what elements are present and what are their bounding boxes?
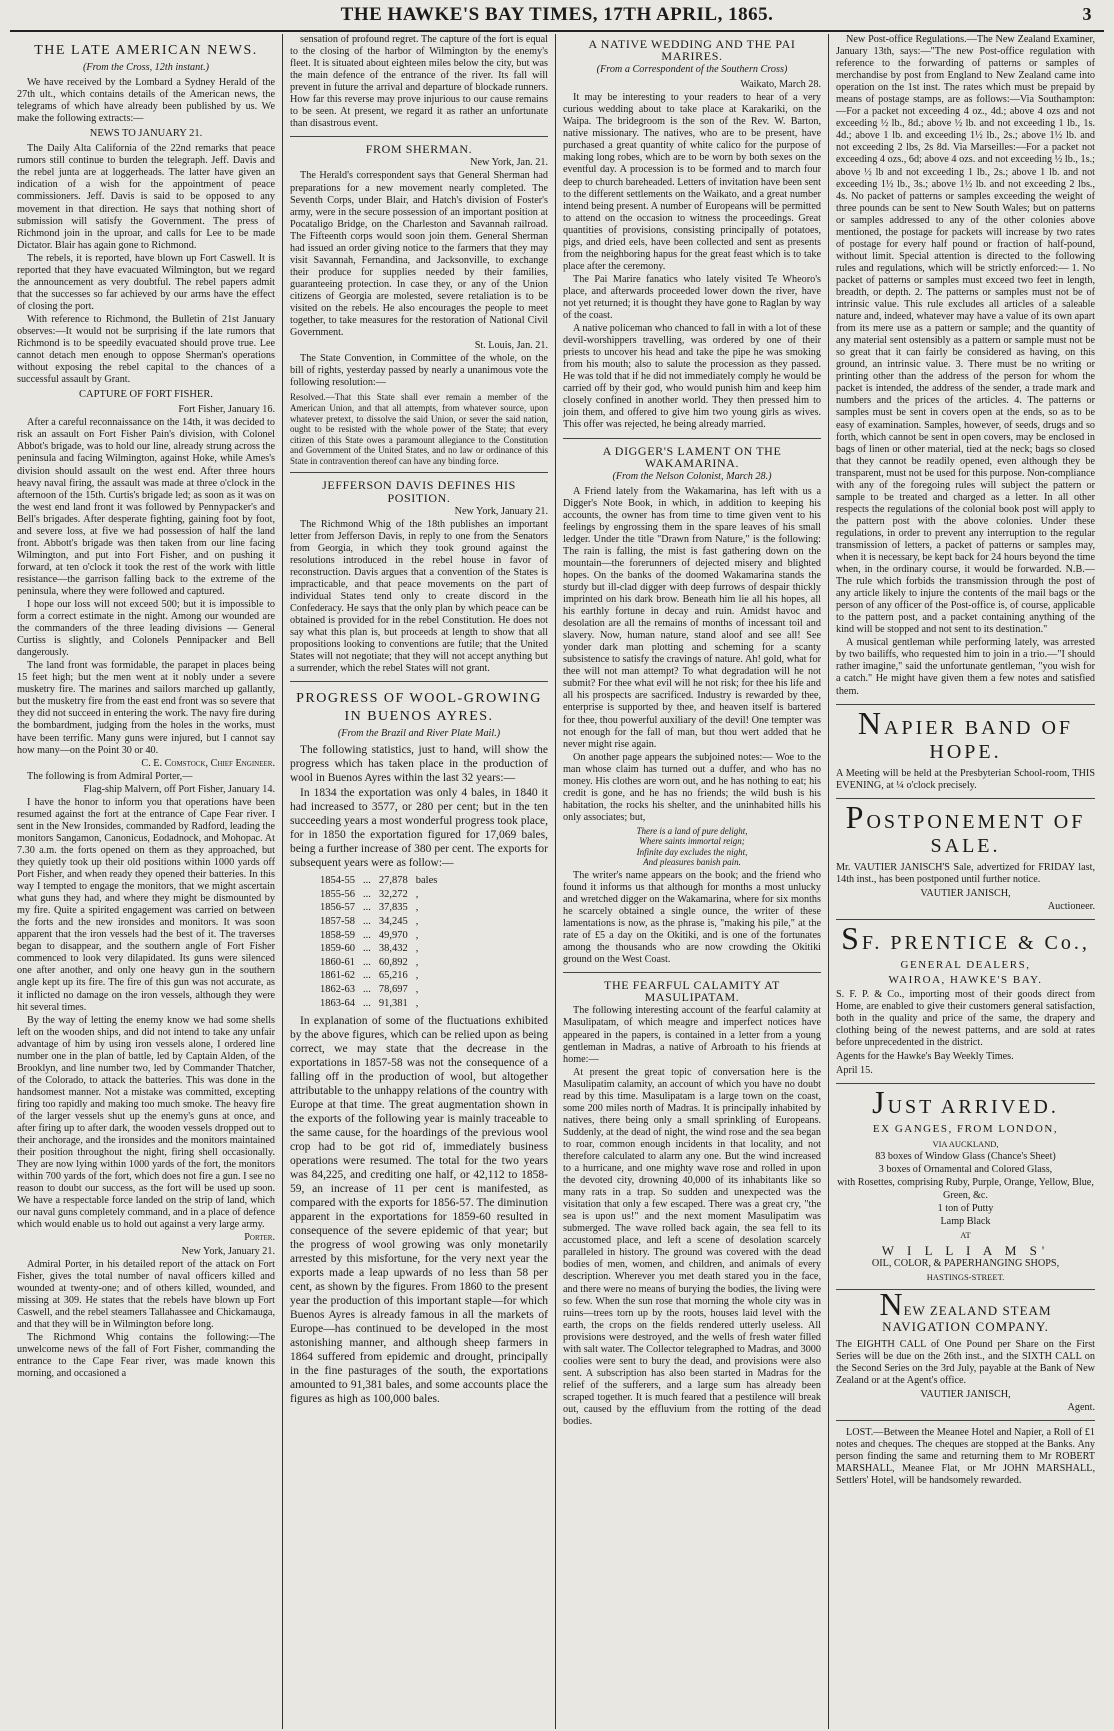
wool-row [320, 969, 445, 983]
paragraph: A musical gentleman while performing lately, was arrested by two bailiffs, who requested him to join in a trio.—"I should rather imagine," said the unfortunate gentleman, "you wish for a catch." He might have given them a few notes and satisfied them. [836, 637, 1095, 697]
dateline: Flag-ship Malvern, off Port Fisher, January 14. [83, 783, 275, 795]
ad-heading-text: UST ARRIVED. [887, 1096, 1059, 1119]
leader-dots: ... [363, 875, 371, 887]
dateline: New York, Jan. 21. [470, 157, 548, 169]
postal-notice: New Post-office Regulations.—The New Zealand Examiner, January 13th, says:—"The new Post-office regulation with reference to the forwarding of patterns or samples of merchandise by post from England to New Zealand came into operation on the 1st inst. The rates which must be prepaid by means of postage stamps, are as follows:—Via Southampton:—For a packet not exceeding 4 oz., 4d.; above 4 ozs and not exceeding ½ lb., 8d.; above ½ lb. and not exceeding 1 lb., 1s. 4d.; above 1 lb. and exceeding 1½ lb., 2s.; above 1½ lb. and not exceeding 2 lbs, 2s 8d. Via Marseilles:—For a packet not exceeding 4 ozs., 6d; above 4 ozs. and not exceeding ½ lb., 1s.; above ½ lb and not exceeding 1 lb., 2s.; above 1 lb. and not exceeding 1½ lb., 3s.; above 1½ lb. and not exceeding 2 lbs., 4s. No packet of patterns or samples exceeding the weight of three pounds can be sent to New South Wales; but on patterns or samples addressed to any of the other colonies above mentioned, the postage for packets will increase by two rates of postage for every half pound or fraction of half-pound, without limit. Special attention is directed to the following rules and regulations, which will be strictly enforced:— 1. No packet of patterns or samples must exceed two feet in length, breadth, or depth. 2. The patterns or samples must not be of intrinsic value. This rule excludes all articles of a saleable nature and, indeed, whatever may have a value of its own apart from its mere use as a pattern or sample; and the quantity of any material sent ostensibly as a pattern or sample must not be so great that it can fairly be considered as having, on this ground, an intrinsic value. 3. There must be no writing or printing other than the address of the person for whom the packet is intended, the address of the sender, a trade mark and numbers and the prices of the articles. 4. The patterns or samples must be sent in covers open at the ends, so as to be easy of examination. Samples, however, of seeds, drugs and so forth, which cannot be sent in open covers, may be enclosed in bags of linen or other material, tied at the neck; bags so closed that they cannot be readily opened, even although they be transparent, must not be used for this purpose. Non-compliance with any of the foregoing rules will subject the pattern or sample to be treated and charged as a letter. In all other respects the regulations of the colonial book post will apply to the pattern post with the above colonies. Under these regulations, in order to prevent any interruption to the regular transmission of letters, a packet of patterns or samples may, when it is necessary, be kept back for 24 hours beyond the time when, in the ordinary course, it would be forwarded. N.B.—The rule which forbids the transmission through the post of any article likely to injure the contents of the mail bags or the person of any officer of the Post-office is, of course, applicable to the pattern post, and a packet containing anything of the kind will be stopped and not sent to its destination." [836, 34, 1095, 636]
ad-heading-text: F. PRENTICE & Co., [861, 931, 1090, 954]
ad-heading [836, 798, 1095, 858]
wool-bales: 32,272 [378, 888, 408, 900]
paragraph: The writer's name appears on the book; and the friend who found it informs us that although for months a most unlucky and wretched digger on the Wakamarina, where for six months he scarcely obtained a single ounce, the writer of these lamentations is now, as the phrase is, "making his pile," at the rate of £5 a day on the Okitiki, and is one of the fortunates among the thousands who are now crowding the Okitiki ground on the West Coast. [563, 869, 821, 966]
wool-row [320, 956, 445, 970]
leader-dots: ... [363, 902, 371, 914]
advertisement-steam-navigation [836, 1285, 1095, 1414]
wool-row [320, 983, 445, 997]
leader-dots: ... [363, 997, 371, 1009]
paragraph: The following is from Admiral Porter,— [27, 770, 193, 782]
page-number: 3 [1082, 4, 1092, 24]
signature: Porter. [244, 1232, 275, 1244]
wool-year: 1857-58 [320, 916, 355, 928]
paragraph: The State Convention, in Committee of the whole, on the bill of rights, yesterday passed by nearly a unanimous vote the following resolution:— [290, 353, 548, 389]
lost-notice: LOST.—Between the Meanee Hotel and Napier, a Roll of £1 notes and cheques. The cheques are stopped at the Banks. Any person finding the same and returning them to Mr ROBERT MARSHALL, Meanee Flat, or Mr JOHN MARSHALL, Settlers' Hotel, will be handsomely rewarded. [836, 1427, 1095, 1487]
wool-year: 1856-57 [320, 902, 355, 914]
divider [836, 798, 1095, 799]
paragraph: The Richmond Whig of the 18th publishes an important letter from Jefferson Davis, in reply to one from the Senators from Georgia, in which they took ground against the resolutions introduced in the rebel house in favor of reconstruction. Davis argues that a convention of the States is impracticable, and that peace movements on the part of individual States tend only to create discord in the Confederacy. He says that the only plan by which peace can be obtained is provided for in the rebel Constitution. He does not say what this plan is, but proceeds at length to show that all propositions looking to conventions are futile; that the United States will not negotiate; that they will not accept anything but a surrender, which the rebel States will not grant. [290, 518, 548, 675]
divider [836, 919, 1095, 920]
leader-dots: ... [363, 984, 371, 996]
wool-bales: 60,892 [378, 956, 408, 968]
ad-signature: VAUTIER JANISCH, [920, 1389, 1011, 1401]
paragraph: In 1834 the exportation was only 4 bales, in 1840 it had increased to 3577, or 280 per cent; but in the ten succeeding years a most wonderful progress took place, for in 1850 the exportation figured for 17,069 bales, being a further increase of 380 per cent. The exports for subsequent years were as follow:— [290, 787, 548, 870]
paragraph: The Richmond Whig contains the following:—The unwelcome news of the fall of Fort Fisher, commanding the entrance to the Cape Fear river, was made known this morning, and occasioned a [17, 1331, 275, 1379]
article-source: (From the Brazil and River Plate Mail.) [337, 728, 501, 740]
ad-text: S. F. P. & Co., importing most of their goods direct from Home, are enabled to give their customers general satisfaction, both in the quality and price of the same, the drapery and clothing being of the newest patterns, and are sold at rates before unprecedented in the district. [836, 988, 1095, 1049]
ad-item: 83 boxes of Window Glass (Chance's Sheet) [875, 1151, 1056, 1163]
ad-text: A Meeting will be held at the Presbyterian School-room, THIS EVENING, at ¼ o'clock precisely. [836, 767, 1095, 791]
paragraph: In explanation of some of the fluctuations exhibited by the above figures, which can be relied upon as being correct, we may state that the decrease in the exportations in 1857-58 was not the consequence of a falling off in the production of wool, but altogether attributable to the unhappy relations of the country with Europe at that time. The great augmentation shown in the exports of the following year is mainly traceable to the same cause, for the hoardings of the previous wool crop had to be got rid of, immediately business operations were resumed. The total for the two years was 84,225, and crediting one half, or 42,112 to 1858-59, an increase of 11 per cent is manifested, as compared with the exports for 1856-57. The diminution apparent in the exportations for 1859-60 resulted in consequence of the severe epidemic of that year; but the progress of wool growing was only monetarily arrested by this misfortune, for the very next year the exports made a leap upwards of no less than 58 per cent, as shown by the figures. From 1860 to the present year the production of this important staple—for which Buenos Ayres is already famous in all the markets of Europe—has continued to be developed in the most astonishing manner, and although sheep farmers in 1864 suffered from epidemic and drought, principally in the fine pasturages of the south, the exportations amounted to 91,381 bales, and some accounts place the figures as high as 100,000 bales. [290, 1015, 548, 1406]
leader-dots: ... [363, 943, 371, 955]
column-4 [829, 34, 1102, 1729]
ad-heading-text: EW ZEALAND STEAM NAVIGATION COMPANY. [882, 1302, 1052, 1334]
paragraph: We have received by the Lombard a Sydney Herald of the 27th ult., which contains details of the American news, the telegrams of which have already been published by us. We make the following extracts:— [17, 77, 275, 125]
article-heading: JEFFERSON DAVIS DEFINES HIS POSITION. [322, 478, 516, 505]
divider [290, 136, 548, 137]
paragraph: The Herald's correspondent says that General Sherman had preparations for a new movement nearly completed. The Seventh Corps, under Blair, and Hatch's division of Foster's army, were in the secure possession of an important position at Pocataligo Bridge, on the Charleston and Savannah railroad. The Fifteenth corps would soon join them. General Sherman had issued an order giving notice to the farmers that they may visit Savannah, Fernandina, and Jacksonville, to exchange their produce for supplies needed by their families, guaranteeing protection. In case they, or any of the Union citizens of Georgia are molested, severe retaliation is to be visited on the rebels. He also encourages the people to meet together, to take measures for the restoration of National Civil Government. [290, 170, 548, 339]
wool-row [320, 901, 445, 915]
wool-bales: 91,381 [378, 997, 408, 1009]
leader-dots: ... [363, 929, 371, 941]
wool-year: 1858-59 [320, 929, 355, 941]
article-heading: THE LATE AMERICAN NEWS. [34, 43, 258, 58]
paragraph: A native policeman who chanced to fall in with a lot of these devil-worshippers travelling, was ordered by one of their priests to uncover his head and take the pipe he was smoking from his mouth; also to salute the procession as they passed. He was told that if he did not immediately comply he would be carried off by their god, who would punish him and keep him closely confined in another world. They then pressed him to join them, and offered to give him two young girls as wives. This offer was rejected, he being already married. [563, 323, 821, 431]
ad-item: 3 boxes of Ornamental and Colored Glass, [878, 1164, 1053, 1176]
ad-via: VIA AUCKLAND, [932, 1139, 999, 1150]
wool-bales: 49,970 [378, 929, 408, 941]
wool-bales: 78,697 [378, 984, 408, 996]
wool-year: 1863-64 [320, 997, 355, 1009]
verse-line: And pleasures banish pain. [643, 857, 741, 868]
signature: C. E. Comstock, Chief Engineer. [141, 757, 275, 769]
wool-unit: , [415, 916, 419, 928]
column-2 [283, 34, 556, 1729]
ad-dropcap: J [872, 1084, 888, 1121]
wool-row [320, 942, 445, 956]
dateline: Fort Fisher, January 16. [178, 404, 275, 416]
ad-signature: VAUTIER JANISCH, [920, 887, 1011, 899]
wool-unit: , [415, 888, 419, 900]
wool-year: 1860-61 [320, 956, 355, 968]
dateline: St. Louis, Jan. 21. [474, 340, 548, 352]
divider [836, 1420, 1095, 1421]
wool-unit: , [415, 984, 419, 996]
leader-dots: ... [363, 956, 371, 968]
dateline: New York, January 21. [181, 1245, 275, 1257]
paragraph: The Daily Alta California of the 22nd remarks that peace rumors still continue to burden the telegraph. Jeff. Davis and the rebel junta are at loggerheads. The latter have given an indication of a wish for the appointment of peace commissioners. Jeff. Davis is said to be opposed to any movement in that direction. He says that nothing short of submission will satisfy the Government. The press of Richmond join in the uproar, and calls for Lee to be made Dictator. Blair has again gone to Richmond. [17, 143, 275, 251]
wool-unit: , [415, 943, 419, 955]
leader-dots: ... [363, 888, 371, 900]
divider [836, 1289, 1095, 1290]
article-heading: THE FEARFUL CALAMITY AT MASULIPATAM. [604, 978, 780, 1005]
article-heading: A NATIVE WEDDING AND THE PAI MARIRES. [588, 37, 796, 64]
paragraph: With reference to Richmond, the Bulletin of 21st January observes:—It would not be surprising if the late rumors that Richmond is to be speedily evacuated should prove true. Lee cannot detach men enough to oppose Sherman's operations without exposing the rebel capital to the chances of a successful assault by Grant. [17, 313, 275, 386]
paragraph: A Friend lately from the Wakamarina, has left with us a Digger's Note Book, in which, in addition to keeping his accounts, the owner has from time to time given vent to his feelings by engrossing them in the spare leaves of his small ledger. Under the title "Drawn from Nature," is the following: The rain is falling, the mist is fast gathering down on the mountain—the forerunners of dejected misery and blighted hopes. On the banks of the doomed Wakamarina stands the sturdy but ill-clad digger with deep furrows of despair thickly imprinted on his dark brow. Beneath him lie all his hopes, all his earthly fortune in decay and ruin. Amidst havoc and desolation are all the remains of months of incessant toil and slavery. Now, human nature, stand aloof and see all! See yonder dark man plotting and scheming for a scanty subsistence to satisfy the cravings of nature. Ah! gold, what for thee will not man attempt? To what degradation will he not submit? For thee what evil will he not risk; for thee his life and all his prospects are sacrificed. Industry is rewarded by thee, enterprise is supported by thee, and heaven itself is bartered for thee, thou powerful auxiliary of the devil! One tempter was not enough for the fall of man, but thou wert added that he never might rise again. [563, 485, 821, 750]
ad-signature-title: Auctioneer. [1047, 900, 1095, 912]
paragraph: The land front was formidable, the parapet in places being 15 feet high; but the men went at it nobly under a severe musketry fire. The marines and sailors marched up gallantly, but the musketry fire from the east end front was so severe that they did not succeed in entering the work. The navy fire during the bombardment, judging from the holes in the works, must have been terrific. Many guns were injured, but I cannot say how many—on the Point 30 or 40. [17, 660, 275, 756]
ad-at: AT [960, 1229, 971, 1240]
page-title: THE HAWKE'S BAY TIMES, 17TH APRIL, 1865. [340, 4, 774, 25]
advertisement-just-arrived [836, 1084, 1095, 1283]
article-source: (From the Nelson Colonist, March 28.) [612, 470, 772, 482]
ad-dropcap: S [841, 919, 862, 956]
wool-unit: , [415, 970, 419, 982]
ad-heading-text: APIER BAND OF HOPE. [884, 716, 1074, 763]
advertisement-band-of-hope [836, 704, 1095, 792]
leader-dots: ... [363, 970, 371, 982]
advertisement-prentice [836, 919, 1095, 1077]
ad-item: with Rosettes, comprising Ruby, Purple, Orange, Yellow, Blue, Green, &c. [837, 1177, 1094, 1201]
wool-bales: 34,245 [378, 916, 408, 928]
ad-subheading: WAIROA, HAWKE'S BAY. [888, 973, 1043, 986]
dateline: Waikato, March 28. [740, 79, 821, 91]
wool-row [320, 997, 445, 1011]
paragraph: sensation of profound regret. The capture of the fort is equal to the closing of the harbor of Wilmington by the enemy's fleet. It is situated about eighteen miles below the city, but was the main defence of the entrance of the river. Its fall will prevent in future the arrival and departure of blockade runners. How far this reverse may prove injurious to our cause remains to be seen. At present, we regard it as rather an unfortunate than disastrous event. [290, 34, 548, 130]
wool-year: 1862-63 [320, 984, 355, 996]
verse-line: Infinite day excludes the night, [636, 846, 748, 857]
paragraph: I have the honor to inform you that operations have been resumed against the fort at the entrance of Cape Fear river. I sent in the New Ironsides, commanded by Radford, leading the monitors Sangamon, Canonicus, Eodadnock, and Mohopac. At 7.30 a.m. the forts opened on them as they approached, but they quietly took up their old positions within 1000 yards off Port Fisher, and when ready they opened their batteries. In this way I tempted to engage the monitors, that we might ascertain what guns they had, and where they might be dismounted by my fire. Quite a spirited engagement was carried on between the forts and the new ironsides and monitors. It was soon apparent that the iron vessels had the best of it. The traverses began to disappear, and the southern angle of Fort Fisher commenced to look very dilapidated. Its guns were silenced one after another, and only one heavy gun in the southern angle kept up its fire. The fire of this gun was not accurate, as it inflicted no damage on the iron vessels, although they were hit several times. [17, 796, 275, 1013]
wool-row [320, 929, 445, 943]
wool-unit: , [415, 997, 419, 1009]
ad-firm-name: W I L L I A M S' [881, 1242, 1050, 1258]
ad-heading-text: OSTPONEMENT OF SALE. [866, 810, 1086, 857]
ad-text: Mr. VAUTIER JANISCH'S Sale, advertized for FRIDAY last, 14th inst., has been postponed until further notice. [836, 861, 1095, 885]
wool-year: 1855-56 [320, 888, 355, 900]
wool-unit: , [415, 902, 419, 914]
paragraph: By the way of letting the enemy know we had some shells left on the wooden ships, and did not intend to take any unfair advantage of him by using iron vessels alone, I ordered line number one in the plan of battle, led by Captain Alden, of the Brooklyn, and line number two, led by Commander Thatcher, of the Colorado, to attack the batteries. This was done in the handsomest manner. Not a mistake was committed, excepting firing too rapidly and making too much smoke. The heavy fire of the larger vessels shut up the enemy's guns at once, and after firing up to after dark, the wooden vessels dropped out to their anchorage, and the ironsides and the monitors maintained their position throughout the night, firing shell occasionally. They are now lying within 1000 yards of the fort, the monitors within 700 yards of the fort, which does not fire a gun. I see no reason to doubt our success, as the fort will be used up soon. We have a respectable force landed on the strip of land, which our naval guns completely command, and in a place of defence which would enable us to hold out against a very large army. [17, 1014, 275, 1231]
wool-export-table [320, 874, 445, 1010]
columns [10, 34, 1104, 1729]
ad-text: The EIGHTH CALL of One Pound per Share on the First Series will be due on the 26th inst., and the SIXTH CALL on the Second Series on the 3rd July, payable at the Bank of New Zealand or at the Agent's office. [836, 1338, 1095, 1386]
masthead [10, 0, 1104, 32]
ad-subheading: GENERAL DEALERS, [900, 958, 1031, 971]
wool-row [320, 874, 445, 888]
ad-text: Agents for the Hawke's Bay Weekly Times. [836, 1051, 1014, 1063]
ad-dropcap: N [879, 1285, 904, 1322]
ad-street: HASTINGS-STREET. [926, 1271, 1005, 1282]
paragraph: On another page appears the subjoined notes:— Woe to the man whose claim has turned out a duffer, and who has no money. His clothes are worn out, and he has nothing to eat; his credit is gone, and he has no friends; the wild bush is his habitation, the rocks his shelter, and the uninhabited hills his only associates; but, [563, 751, 821, 823]
article-source: (From a Correspondent of the Southern Cross) [596, 64, 788, 76]
verse [563, 826, 821, 868]
sub-heading: NEWS TO JANUARY 21. [89, 128, 203, 140]
column-1 [10, 34, 283, 1729]
paragraph: The rebels, it is reported, have blown up Fort Caswell. It is reported that they have evacuated Wilmington, but we regard the announcement as very doubtful. The rebel papers admit that the successes so far achieved by our arms have the effect of closing the port. [17, 252, 275, 312]
article-heading: PROGRESS OF WOOL-GROWING IN BUENOS AYRES. [296, 691, 542, 725]
ad-dropcap: N [857, 704, 885, 741]
article-heading: A DIGGER'S LAMENT ON THE WAKAMARINA. [602, 443, 782, 470]
ad-heading [836, 919, 1095, 956]
verse-line: Where saints immortal reign; [639, 836, 745, 847]
ad-heading [836, 1285, 1095, 1335]
wool-row [320, 915, 445, 929]
verse-line: There is a land of pure delight, [636, 825, 748, 836]
ad-item: Lamp Black [940, 1215, 991, 1227]
wool-unit: , [415, 929, 419, 941]
paragraph: The following interesting account of the fearful calamity at Masulipatam, of which meagre and imperfect notices have appeared in the papers, is contained in a letter from a young gentleman in Madras, a native of Arbroath to his friends at home:— [563, 1005, 821, 1065]
ad-date: April 15. [836, 1065, 873, 1077]
wool-year: 1861-62 [320, 970, 355, 982]
article-source: (From the Cross, 12th instant.) [82, 62, 210, 73]
paragraph: Admiral Porter, in his detailed report of the attack on Fort Fisher, gives the total number of naval officers killed and wounded at twenty-one; and of others killed, wounded, and missing at 309. He states that the rebels have blown up Fort Caswell, and the rebel steamers Tallahassee and Chickamauga, and that they will be in Wilmington before long. [17, 1258, 275, 1330]
ad-shop: OIL, COLOR, & PAPERHANGING SHOPS, [871, 1257, 1060, 1269]
paragraph: The following statistics, just to hand, will show the progress which has taken place in the production of wool in Buenos Ayres within the last 32 years:— [290, 744, 548, 785]
divider [290, 472, 548, 473]
wool-bales: 27,878 [378, 875, 408, 887]
paragraph: At present the great topic of conversation here is the Masulipatim calamity, an account of which you have no doubt read by this time. Masulipatam is a large town on the coast, some 200 miles north of Madras. It is principally inhabited by natives, there being only a small sprinkling of Europeans. Suddenly, at the dead of night, the wind rose and the sea began to roar, common enough incidents in that locality, and not therefore calculated to alarm any one. But the wind increased to a hurricane, and one mighty wave rose and rolled in upon the devoted city, drowning 40,000 of its inhabitants like so many rats in a trap. So sudden and unexpected was the visitation that only a few escaped. There was a great cry, "the sea is upon us!" and the next moment Masulipatim was submerged. The wave rolled back again, the sea fell to its accustomed place, and left a scene of desolation scarcely paralleled in history. The ground was covered with the dead bodies of men, women, and children, and animals of every description. Wherever you met death stared you in the face, and there were no means of burying the bodies, the living were so few. When the sun rose that morning the whole city was in ruins—trees torn up by the roots, houses laid level with the earth, the crops on the fields rendered utterly useless. All provisions were destroyed, and the wells of fresh water filled with salt water. The Collector telegraphed to Madras, and 3000 coolies were sent to bury the dead, and provisions were also sent. A subscription has also been started in Madras for the relief of the sufferers, and a large sum has already been scraped together. It is much feared that a pestilence will break out, caused by the effluvium from the rotting of the dead bodies. [563, 1066, 821, 1428]
ad-signature-title: Agent. [1067, 1402, 1095, 1414]
leader-dots: ... [363, 916, 371, 928]
wool-unit: bales [415, 875, 438, 887]
wool-bales: 37,835 [378, 902, 408, 914]
ad-subheading: EX GANGES, FROM LONDON, [872, 1123, 1059, 1136]
wool-year: 1859-60 [320, 943, 355, 955]
resolution-text: Resolved.—That this State shall ever remain a member of the American Union, and that all attempts, from whatever source, upon whatever pretext, to dissolve the said Union, or sever the said nation, ought to be resisted with the whole power of the State; that every citizen of this State owes a paramount allegiance to the Constitution and Government of the United States, and no law or ordinance of this State in contravention thereof can have any binding force. [290, 392, 548, 466]
wool-row [320, 888, 445, 902]
ad-heading [836, 1084, 1095, 1121]
divider [563, 438, 821, 439]
wool-bales: 65,216 [378, 970, 408, 982]
paragraph: After a careful reconnaissance on the 14th, it was decided to risk an assault on Fort Fisher Pain's division, with Colonel Abbot's brigade, was to hold our line, already strung across the peninsula and facing Wilmington, against Hoke, while Ames's division should assault on the west end. After three hours heavy naval firing, the assault was made at three o'clock in the afternoon of the 15th. Curtis's brigade led; as soon as it was on the west end land front it was followed by Pennypacker's and Bell's brigades. After desperate fighting, gaining foot by foot, and severe loss, at five we had possession of half the land front. Abbott's brigade was then taken from our line facing Wilmington, and put into Fort Fisher, and on pushing it forward, at ten o'clock it took the rest of the work with little resistance—the garrison falling back to the extreme of the peninsula, where they were followed and captured. [17, 417, 275, 597]
article-heading: FROM SHERMAN. [365, 142, 473, 157]
ad-dropcap: P [845, 798, 867, 835]
wool-year: 1854-55 [320, 875, 355, 887]
ad-heading [836, 704, 1095, 764]
paragraph: The Pai Marire fanatics who lately visited Te Wheoro's place, and afterwards proceeded lower down the river, have not yet returned; it is thought they have gone to Raglan by way of the coast. [563, 273, 821, 322]
paragraph: It may be interesting to your readers to hear of a very curious wedding about to take place at Karakariki, on the Waipa. The bridegroom is the son of the Rev. W. Barton, native missionary. The natives, who are to be present, have purchased a great quantity of white calico for the purpose of making long robes, which are to be worn by both sexes on the eventful day. A procession is to be formed and to march four deep to church bareheaded. Letters of invitation have been sent to the different settlements on the Waikato, and a great number intend being present. A number of Europeans will be permitted to attend on the occasion to witness the proceedings. Great quantities of provisions, consisting principally of potatoes, pigs, and dried eels, have been collected and sent as presents from the neighboring hapus for the great feast which is to take place after the ceremony. [563, 92, 821, 272]
paragraph: I hope our loss will not exceed 500; but it is impossible to form a correct estimate in the night. Among our wounded are the commanders of the three leading divisions — General Curtiss is slightly, and Colonels Pennipacker and Bell dangerously. [17, 599, 275, 659]
column-3 [556, 34, 829, 1729]
dateline: New York, January 21. [454, 505, 548, 517]
divider [563, 972, 821, 973]
advertisement-postponement [836, 798, 1095, 913]
divider [290, 681, 548, 682]
sub-heading: CAPTURE OF FORT FISHER. [79, 389, 213, 401]
ad-item: 1 ton of Putty [937, 1202, 994, 1214]
wool-unit: , [415, 956, 419, 968]
wool-bales: 38,432 [378, 943, 408, 955]
